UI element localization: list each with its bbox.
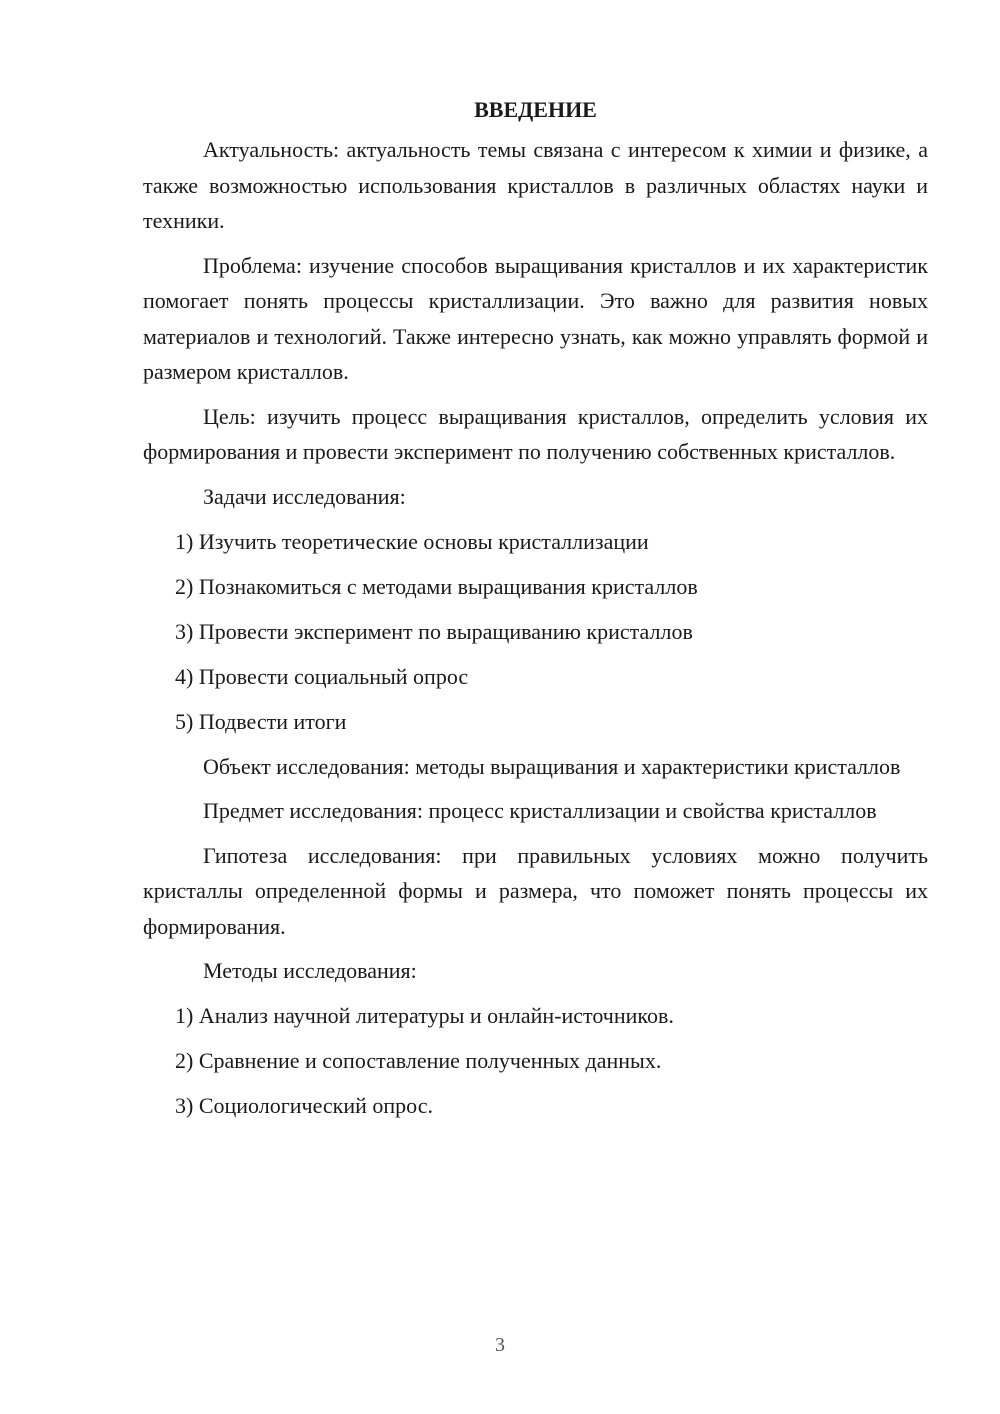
object-paragraph: Объект исследования: методы выращивания и характеристики кристаллов [203, 753, 901, 779]
task-item: 5) Подвести итоги [175, 708, 347, 734]
methods-heading: Методы исследования: [203, 958, 417, 983]
goal-paragraph: Цель: изучить процесс выращивания кристаллов, определить условия их формирования и провести эксперимент по получению собственных кристаллов. [143, 403, 928, 464]
relevance-paragraph: Актуальность: актуальность темы связана с интересом к химии и физике, а также возможностью использования кристаллов в различных областях науки и техники. [143, 137, 928, 233]
method-item: 2) Сравнение и сопоставление полученных данных. [175, 1048, 662, 1073]
task-item: 2) Познакомиться с методами выращивания кристаллов [175, 573, 698, 599]
method-item: 3) Социологический опрос. [175, 1093, 433, 1118]
task-item: 3) Провести эксперимент по выращиванию кристаллов [175, 618, 693, 644]
tasks-heading: Задачи исследования: [203, 483, 406, 509]
page-title: ВВЕДЕНИЕ [474, 97, 597, 122]
subject-paragraph: Предмет исследования: процесс кристаллизации и свойства кристаллов [203, 798, 877, 823]
task-item: 4) Провести социальный опрос [175, 663, 469, 689]
method-item: 1) Анализ научной литературы и онлайн-источников. [175, 1003, 674, 1028]
problem-paragraph: Проблема: изучение способов выращивания кристаллов и их характеристик помогает понять процессы кристаллизации. Это важно для развития новых материалов и технологий. Также интересно узнать, как можно управлять формой и размером кристаллов. [143, 252, 928, 384]
page-number: 3 [495, 1334, 505, 1356]
document-page [143, 92, 928, 1133]
hypothesis-paragraph: Гипотеза исследования: при правильных условиях можно получить кристаллы определенной формы и размера, что поможет понять процессы их формирования. [143, 842, 928, 939]
task-item: 1) Изучить теоретические основы кристаллизации [175, 528, 649, 554]
